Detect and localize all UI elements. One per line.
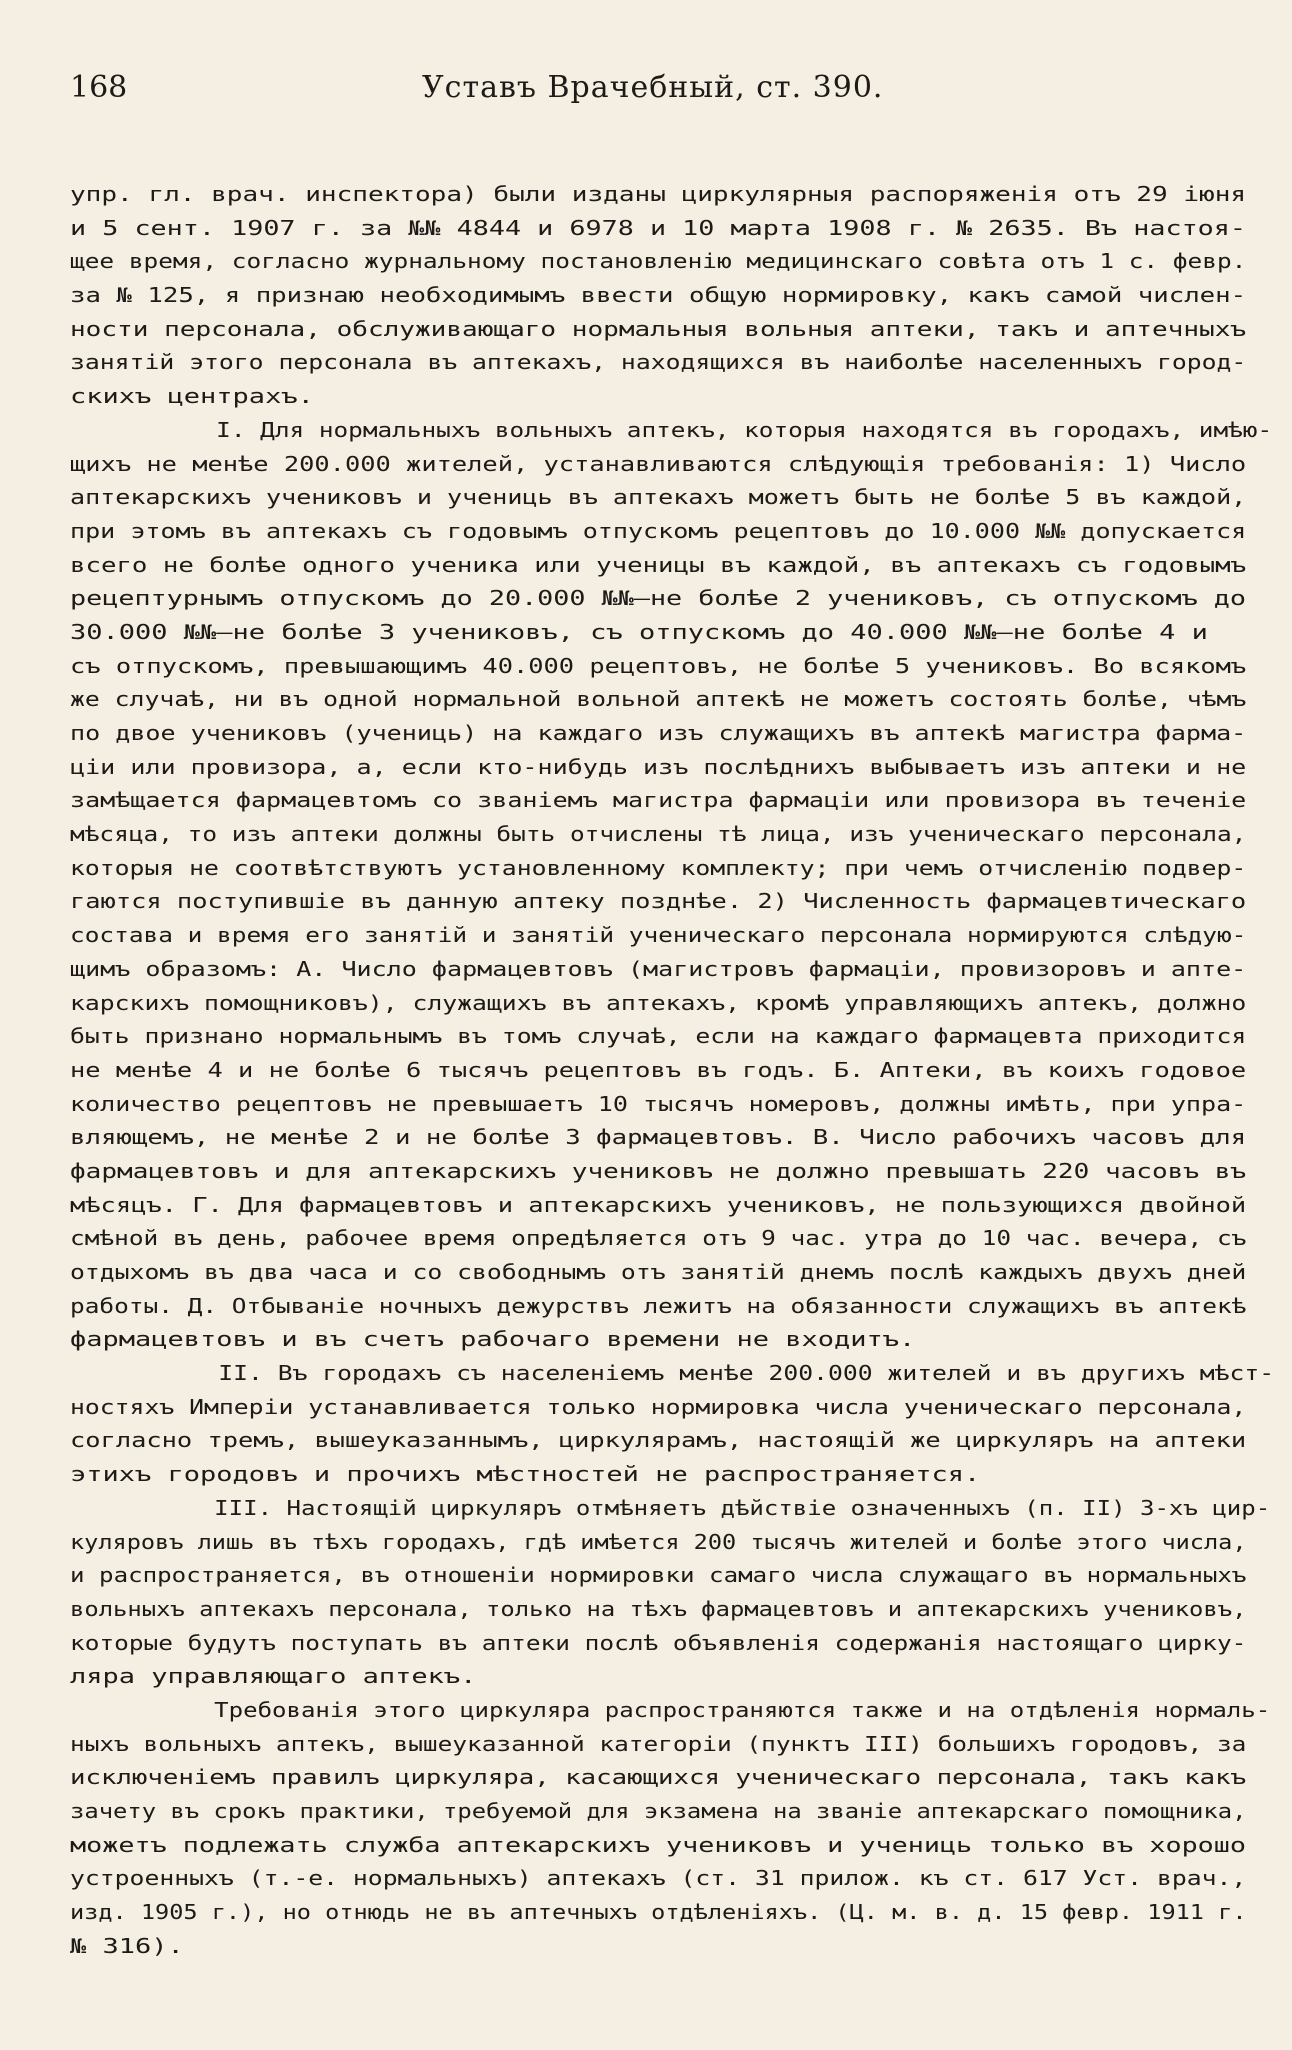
text-line: фармацевтовъ и въ счетъ рабочаго времени не входитъ. bbox=[70, 1327, 916, 1352]
text-line: I. Для нормальныхъ вольныхъ аптекъ, которыя находятся въ городахъ, имѣю- bbox=[216, 417, 1273, 442]
running-title: Уставъ Врачебный, ст. 390. bbox=[422, 70, 884, 105]
text-line: гаются поступившіе въ данную аптеку позднѣе. 2) Численность фармацевтическаго bbox=[70, 889, 1247, 914]
text-line: замѣщается фармацевтомъ со званіемъ магистра фармаціи или провизора въ теченіе bbox=[70, 788, 1247, 813]
text-line: количество рецептовъ не превышаетъ 10 тысячъ номеровъ, должны имѣть, при упра- bbox=[70, 1091, 1247, 1116]
text-line: которыя не соотвѣтствуютъ установленному комплекту; при чемъ отчисленію подвер- bbox=[70, 855, 1247, 880]
text-line: отдыхомъ въ два часа и со свободнымъ отъ занятій днемъ послѣ каждыхъ двухъ дней bbox=[70, 1260, 1247, 1284]
text-line: мѣсяца, то изъ аптеки должны быть отчислены тѣ лица, изъ ученическаго персонала, bbox=[70, 822, 1247, 847]
text-line: при этомъ въ аптекахъ съ годовымъ отпускомъ рецептовъ до 10.000 №№ допускается bbox=[70, 518, 1247, 543]
text-line: куляровъ лишь въ тѣхъ городахъ, гдѣ имѣется 200 тысячъ жителей и болѣе этого числа, bbox=[70, 1529, 1247, 1554]
text-line: изд. 1905 г.), но отнюдь не въ аптечныхъ отдѣленіяхъ. (Ц. м. в. д. 15 февр. 1911 г. bbox=[70, 1900, 1247, 1925]
text-line: же случаѣ, ни въ одной нормальной вольной аптекѣ не можетъ состоять болѣе, чѣмъ bbox=[70, 687, 1247, 712]
text-line: вляющемъ, не менѣе 2 и не болѣе 3 фармацевтовъ. В. Число рабочихъ часовъ для bbox=[70, 1125, 1247, 1150]
text-line: щихъ не менѣе 200.000 жителей, устанавливаются слѣдующія требованія: 1) Число bbox=[70, 451, 1247, 476]
paragraph bbox=[70, 414, 1273, 1357]
text-line: согласно тремъ, вышеуказаннымъ, циркулярамъ, настоящій же циркуляръ на аптеки bbox=[70, 1428, 1247, 1453]
text-line: и 5 сент. 1907 г. за №№ 4844 и 6978 и 10 марта 1908 г. № 2635. Въ настоя- bbox=[70, 215, 1247, 240]
paragraph bbox=[70, 178, 1250, 414]
text-line: 30.000 №№—не болѣе 3 учениковъ, съ отпускомъ до 40.000 №№—не болѣе 4 и bbox=[70, 619, 1208, 644]
text-line: по двое учениковъ (учениць) на каждаго изъ служащихъ въ аптекѣ магистра фарма- bbox=[70, 721, 1247, 745]
text-line: и распространяется, въ отношеніи нормировки самаго числа служащаго въ нормальныхъ bbox=[70, 1563, 1247, 1588]
text-line: этихъ городовъ и прочихъ мѣстностей не распространяется. bbox=[70, 1462, 981, 1487]
text-line: работы. Д. Отбываніе ночныхъ дежурствъ лежитъ на обязанности служащихъ въ аптекѣ bbox=[70, 1293, 1247, 1318]
text-line: всего не болѣе одного ученика или ученицы въ каждой, въ аптекахъ съ годовымъ bbox=[70, 552, 1247, 577]
paragraph bbox=[70, 1492, 1271, 1694]
text-line: зачету въ срокъ практики, требуемой для экзамена на званіе аптекарскаго помощника, bbox=[70, 1799, 1247, 1823]
text-line: щимъ образомъ: А. Число фармацевтовъ (магистровъ фармаціи, провизоровъ и апте- bbox=[70, 956, 1247, 981]
text-line: № 316). bbox=[70, 1933, 184, 1958]
body-text bbox=[70, 178, 1275, 1963]
text-line: ціи или провизора, а, если кто-нибудь изъ послѣднихъ выбываетъ изъ аптеки и не bbox=[70, 754, 1247, 779]
text-line: вольныхъ аптекахъ персонала, только на тѣхъ фармацевтовъ и аптекарскихъ учениковъ, bbox=[70, 1596, 1247, 1621]
paragraph bbox=[70, 1357, 1275, 1492]
text-line: быть признано нормальнымъ въ томъ случаѣ, если на каждаго фармацевта приходится bbox=[70, 1024, 1247, 1049]
text-line: ности персонала, обслуживающаго нормальныя вольныя аптеки, такъ и аптечныхъ bbox=[70, 316, 1247, 341]
text-line: карскихъ помощниковъ), служащихъ въ аптекахъ, кромѣ управляющихъ аптекъ, должно bbox=[70, 990, 1247, 1015]
text-line: ностяхъ Имперіи устанавливается только нормировка числа ученическаго персонала, bbox=[70, 1394, 1247, 1419]
text-line: ляра управляющаго аптекъ. bbox=[70, 1664, 477, 1689]
text-line: мѣсяцъ. Г. Для фармацевтовъ и аптекарскихъ учениковъ, не пользующихся двойной bbox=[70, 1192, 1247, 1217]
text-line: съ отпускомъ, превышающимъ 40.000 рецептовъ, не болѣе 5 учениковъ. Во всякомъ bbox=[70, 653, 1247, 678]
text-line: исключеніемъ правилъ циркуляра, касающихся ученическаго персонала, такъ какъ bbox=[70, 1765, 1247, 1790]
text-line: занятій этого персонала въ аптекахъ, находящихся въ наиболѣе населенныхъ город- bbox=[70, 350, 1247, 375]
text-line: фармацевтовъ и для аптекарскихъ учениковъ не должно превышать 220 часовъ въ bbox=[70, 1158, 1247, 1183]
text-line: II. Въ городахъ съ населеніемъ менѣе 200.000 жителей и въ другихъ мѣст- bbox=[218, 1361, 1275, 1386]
page-number: 168 bbox=[70, 70, 128, 105]
page-header bbox=[70, 70, 1246, 130]
text-line: упр. гл. врач. инспектора) были изданы циркулярныя распоряженія отъ 29 іюня bbox=[70, 182, 1247, 206]
text-line: состава и время его занятій и занятій ученическаго персонала нормируются слѣдую- bbox=[70, 923, 1247, 948]
text-line: Требованія этого циркуляра распространяются также и на отдѣленія нормаль- bbox=[214, 1697, 1271, 1722]
text-line: не менѣе 4 и не болѣе 6 тысячъ рецептовъ въ годъ. Б. Аптеки, въ коихъ годовое bbox=[70, 1057, 1247, 1082]
text-line: ныхъ вольныхъ аптекъ, вышеуказанной категоріи (пунктъ III) большихъ городовъ, за bbox=[70, 1731, 1247, 1756]
text-line: можетъ подлежать служба аптекарскихъ учениковъ и учениць только въ хорошо bbox=[70, 1832, 1247, 1857]
text-line: смѣной въ день, рабочее время опредѣляется отъ 9 час. утра до 10 час. вечера, съ bbox=[70, 1226, 1247, 1251]
text-line: устроенныхъ (т.-е. нормальныхъ) аптекахъ (ст. 31 прилож. къ ст. 617 Уст. врач., bbox=[70, 1866, 1247, 1891]
paragraph bbox=[70, 1694, 1271, 1964]
text-line: III. Настоящій циркуляръ отмѣняетъ дѣйствіе означенныхъ (п. II) 3-хъ цир- bbox=[214, 1495, 1271, 1520]
text-line: которые будутъ поступать въ аптеки послѣ объявленія содержанія настоящаго цирку- bbox=[70, 1630, 1247, 1655]
text-line: за № 125, я признаю необходимымъ ввести общую нормировку, какъ самой числен- bbox=[70, 283, 1247, 308]
text-line: скихъ центрахъ. bbox=[70, 384, 314, 409]
text-line: щее время, согласно журнальному постановленію медицинскаго совѣта отъ 1 с. февр. bbox=[70, 249, 1247, 274]
text-line: рецептурнымъ отпускомъ до 20.000 №№—не болѣе 2 учениковъ, съ отпускомъ до bbox=[70, 586, 1247, 611]
text-line: аптекарскихъ учениковъ и учениць въ аптекахъ можетъ быть не болѣе 5 въ каждой, bbox=[70, 485, 1247, 510]
